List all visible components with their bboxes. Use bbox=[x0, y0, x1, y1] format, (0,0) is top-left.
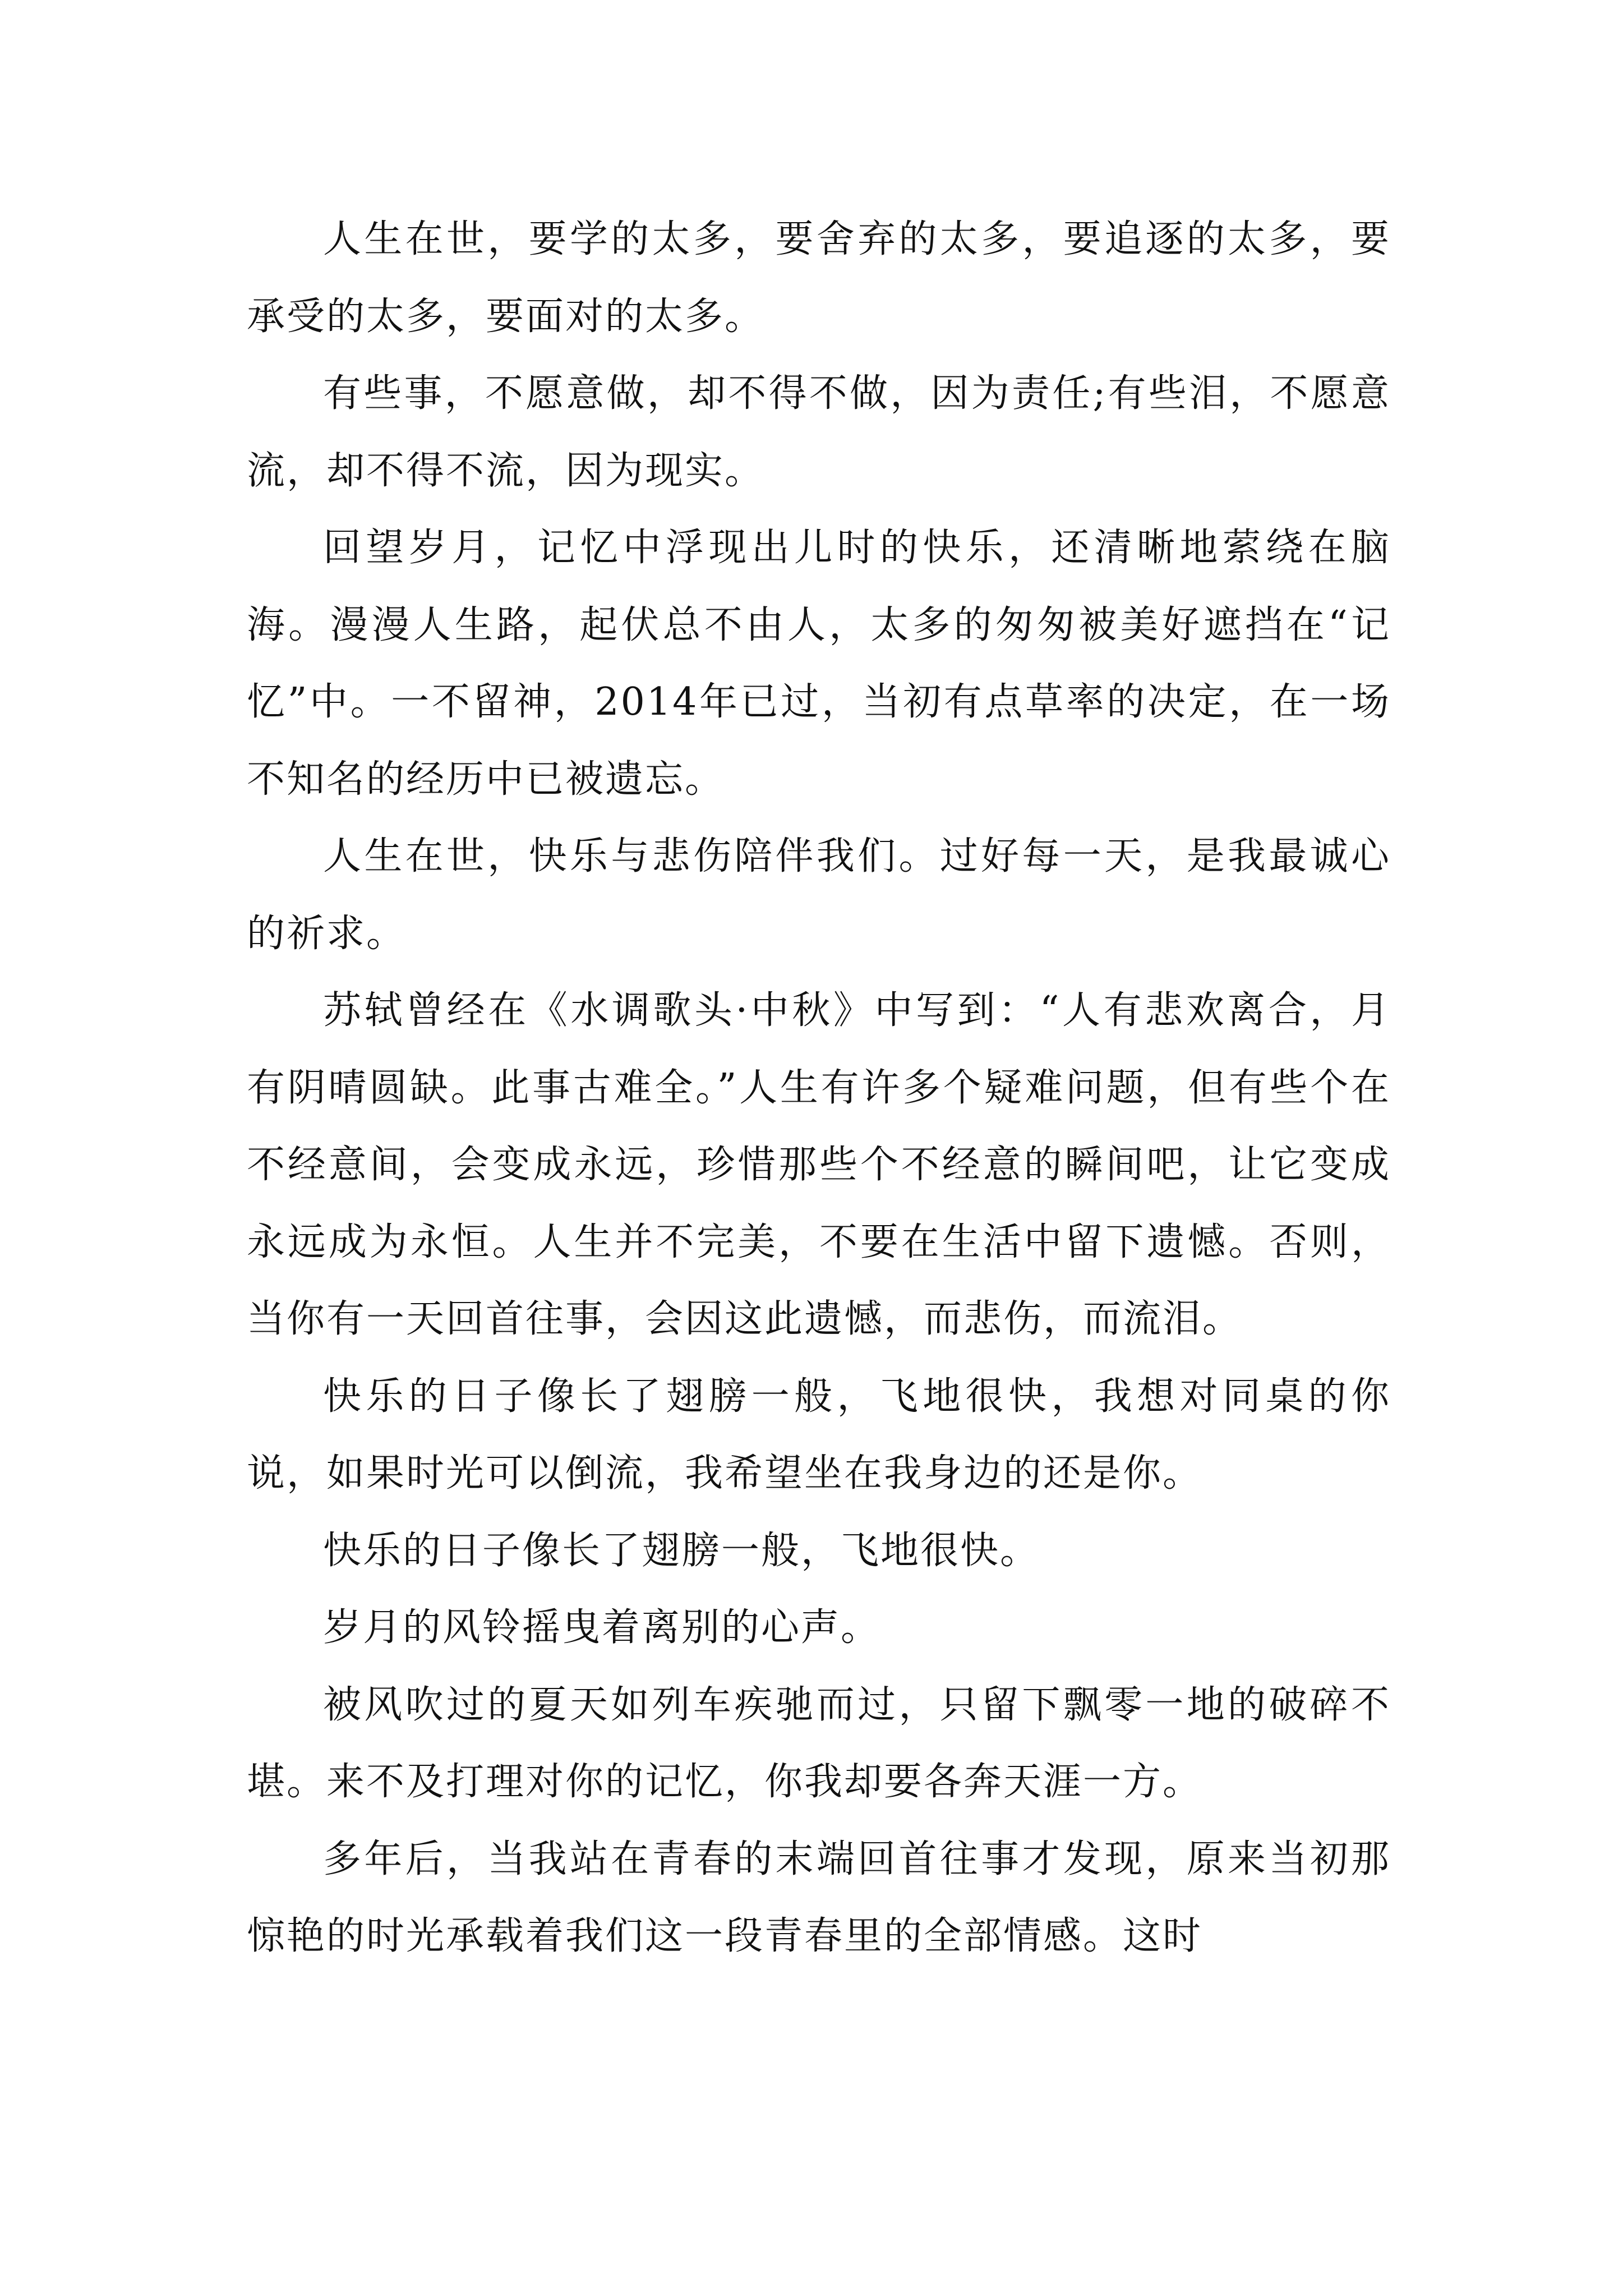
paragraph-3: 回望岁月，记忆中浮现出儿时的快乐，还清晰地萦绕在脑海。漫漫人生路，起伏总不由人，太多的匆匆被美好遮挡在“记忆”中。一不留神，2014年已过，当初有点草率的决定，在一场不知名的经历中已被遗忘。 bbox=[247, 526, 1391, 802]
paragraph-7: 快乐的日子像长了翅膀一般，飞地很快。 bbox=[323, 1528, 1040, 1573]
paragraph-5: 苏轼曾经在《水调歌头·中秋》中写到：“人有悲欢离合，月有阴晴圆缺。此事古难全。”人生有许多个疑难问题，但有些个在不经意间，会变成永远，珍惜那些个不经意的瞬间吧，让它变成永远成为永恒。人生并不完美，不要在生活中留下遗憾。否则，当你有一天回首往事，会因这此遗憾，而悲伤，而流泪。 bbox=[247, 988, 1391, 1341]
paragraph-1: 人生在世，要学的太多，要舍弃的太多，要追逐的太多，要承受的太多，要面对的太多。 bbox=[247, 217, 1391, 339]
paragraph-2: 有些事，不愿意做，却不得不做，因为责任;有些泪，不愿意流，却不得不流，因为现实。 bbox=[247, 371, 1391, 493]
paragraph-4: 人生在世，快乐与悲伤陪伴我们。过好每一天，是我最诚心的祈求。 bbox=[247, 834, 1391, 956]
document-body bbox=[247, 201, 1391, 1975]
paragraph-9: 被风吹过的夏天如列车疾驰而过，只留下飘零一地的破碎不堪。来不及打理对你的记忆，你我却要各奔天涯一方。 bbox=[247, 1682, 1391, 1804]
paragraph-6: 快乐的日子像长了翅膀一般，飞地很快，我想对同桌的你说，如果时光可以倒流，我希望坐在我身边的还是你。 bbox=[247, 1374, 1391, 1496]
paragraph-10: 多年后，当我站在青春的末端回首往事才发现，原来当初那惊艳的时光承载着我们这一段青春里的全部情感。这时 bbox=[247, 1837, 1391, 1958]
paragraph-8: 岁月的风铃摇曳着离别的心声。 bbox=[323, 1605, 881, 1650]
